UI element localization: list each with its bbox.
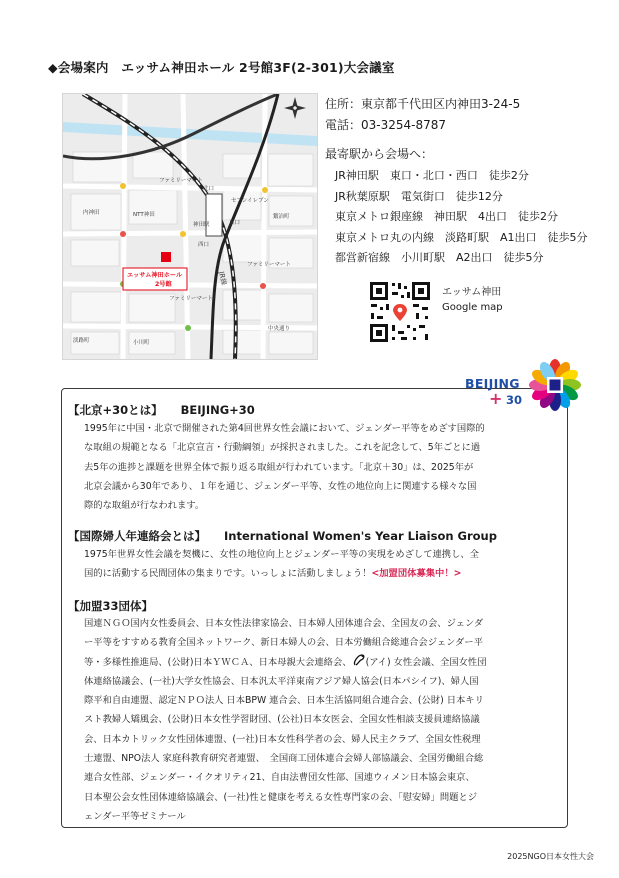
map-label-kajicho: 鍛冶町 bbox=[273, 214, 290, 220]
station-item: 東京メトロ銀座線 神田駅 4出口 徒歩2分 bbox=[335, 210, 558, 224]
map-label-west-exit: 西口 bbox=[198, 242, 210, 248]
section-title-liaison-group bbox=[68, 528, 497, 544]
body-line: 体連絡協議会、(一社)大学女性協会、日本汎太平洋東南アジア婦人協会(日本パシイフ)、婦人国 bbox=[84, 675, 479, 687]
map-label-family-mart-3: ファミリーマート bbox=[169, 296, 213, 302]
logo-text: BEIJING bbox=[465, 376, 520, 391]
venue-marker bbox=[161, 252, 171, 262]
section-body-liaison-group bbox=[84, 545, 546, 584]
footer-event-name: 2025NGO日本女性大会 bbox=[507, 852, 594, 861]
station-item: JR神田駅 東口・北口・西口 徒歩2分 bbox=[335, 169, 529, 182]
map-label-kanda-station: 神田駅 bbox=[193, 222, 210, 228]
qr-caption bbox=[442, 285, 503, 315]
map-label-ogawamachi: 小川町 bbox=[133, 340, 150, 346]
qr-caption-name: エッサム神田 bbox=[442, 287, 502, 298]
body-line: 連合女性部、ジェンダー・イクオリティ21、自由法曹団女性部、国連ウィメン日本協会東京、 bbox=[84, 772, 475, 784]
logo-number: 30 bbox=[506, 393, 523, 407]
section-body-beijing30 bbox=[84, 419, 546, 515]
body-line: 去5年の進捗と課題を世界全体で振り返る取組が行われています。「北京＋30」は、2025年が bbox=[84, 461, 474, 473]
body-line: 国的に活動する民間団体の集まりです。いっしょに活動しましょう！<加盟団体募集中！> bbox=[84, 568, 462, 580]
map-label-north-exit: 北口 bbox=[203, 186, 215, 192]
map-label-east-exit: 東口 bbox=[229, 220, 241, 226]
map-jr-line-label: JR線 bbox=[217, 270, 228, 287]
body-line: 等・多様性推進局、(公財)日本ＹＷＣＡ、日本母親大会連絡会、 (アイ) 女性会議、全国女性団 bbox=[84, 653, 546, 672]
venue-info bbox=[325, 94, 520, 165]
venue-phone: 電話：03-3254-8787 bbox=[325, 118, 447, 132]
access-heading: 最寄駅から会場へ： bbox=[325, 147, 434, 161]
map-label-seven-eleven: セブンイレブン bbox=[231, 198, 269, 204]
body-line: スト教婦人矯風会、(公財)日本女性学習財団、(公社)日本女医会、全国女性相談支援員連絡協議 bbox=[84, 714, 480, 726]
station-item: JR秋葉原駅 電気街口 徒歩12分 bbox=[335, 189, 503, 203]
station-item: 都営新宿線 小川町駅 A2出口 徒歩5分 bbox=[335, 251, 544, 265]
section-body-member-orgs bbox=[84, 614, 546, 826]
map-label-awajicho: 淡路町 bbox=[73, 338, 90, 344]
body-line: 国連ＮＧＯ国内女性委員会、日本女性法律家協会、日本婦人団体連合会、全国友の会、ジェンダ bbox=[84, 618, 484, 629]
body-line: 際的な取組が行なわれます。 bbox=[84, 500, 205, 512]
beijing-flower-logo-icon bbox=[528, 358, 582, 412]
member-recruitment-highlight: <加盟団体募集中！> bbox=[371, 568, 462, 580]
venue-title: ◆会場案内 エッサム神田ホール 2号館3F(2-301)大会議室 bbox=[48, 60, 395, 75]
qr-caption-service: Google map bbox=[442, 302, 503, 313]
body-line: 1995年に中国・北京で開催された第4回世界女性会議において、ジェンダー平等をめざす国際的 bbox=[84, 423, 485, 434]
station-item: 東京メトロ丸の内線 淡路町駅 A1出口 徒歩5分 bbox=[335, 230, 588, 244]
map-label-family-mart-1: ファミリーマート bbox=[159, 178, 203, 184]
logo-plus: + bbox=[489, 389, 503, 408]
section-title-ja: 【北京+30とは】 bbox=[68, 403, 163, 417]
section-title-en: BEIJING+30 bbox=[180, 403, 255, 417]
body-line: ェンダー平等ゼミナール bbox=[84, 810, 186, 822]
body-line: 1975年世界女性会議を契機に、女性の地位向上とジェンダー平等の実現をめざして連携し、全 bbox=[84, 549, 479, 560]
venue-map bbox=[62, 93, 318, 360]
section-title-beijing30 bbox=[68, 402, 255, 418]
section-title-ja: 【加盟33団体】 bbox=[68, 599, 154, 613]
map-label-ntt: NTT神田 bbox=[133, 212, 155, 218]
map-graphic bbox=[63, 94, 317, 359]
map-label-family-mart-2: ファミリーマート bbox=[247, 262, 291, 268]
section-title-en: International Women's Year Liaison Group bbox=[224, 529, 497, 543]
map-label-chuo-street: 中央通り bbox=[268, 326, 291, 332]
body-line: 士連盟、NPO法人 家庭科教育研究者連盟、 全国商工団体連合会婦人部協議会、全国労働組合総 bbox=[84, 753, 484, 765]
body-line: 北京会議から30年であり、１年を通じ、ジェンダー平等、女性の地位向上に関連する様々な国 bbox=[84, 480, 477, 492]
section-title-member-orgs bbox=[68, 598, 153, 614]
section-title-ja: 【国際婦人年連絡会とは】 bbox=[68, 529, 206, 543]
i-womens-conference-logo-icon bbox=[352, 653, 366, 667]
body-line: な取組の規範となる「北京宣言・行動綱領」が採択されました。これを記念して、5年ごとに過 bbox=[84, 442, 481, 454]
station-list bbox=[335, 166, 588, 269]
body-line: 会、日本カトリック女性団体連盟、(一社)日本女性科学者の会、婦人民主クラブ、全国女性税理 bbox=[84, 733, 481, 745]
body-line: ー平等をすすめる教育全国ネットワーク、新日本婦人の会、日本労働組合総連合会ジェンダー平 bbox=[84, 637, 483, 649]
body-line: 日本聖公会女性団体連絡協議会、(一社)性と健康を考える女性専門家の会、「慰安婦」問題とジ bbox=[84, 791, 478, 803]
map-label-uchikanda: 内神田 bbox=[83, 210, 100, 216]
map-venue-label: エッサム神田ホール bbox=[127, 272, 183, 279]
venue-address: 住所：東京都千代田区内神田3-24-5 bbox=[325, 97, 521, 111]
map-venue-label-building: 2号館 bbox=[155, 281, 172, 288]
body-line: 際平和自由連盟、認定ＮＰＯ法人 日本BPW 連合会、日本生活協同組合連合会、(公財) 日本キリ bbox=[84, 695, 484, 707]
qr-code[interactable] bbox=[368, 280, 432, 344]
